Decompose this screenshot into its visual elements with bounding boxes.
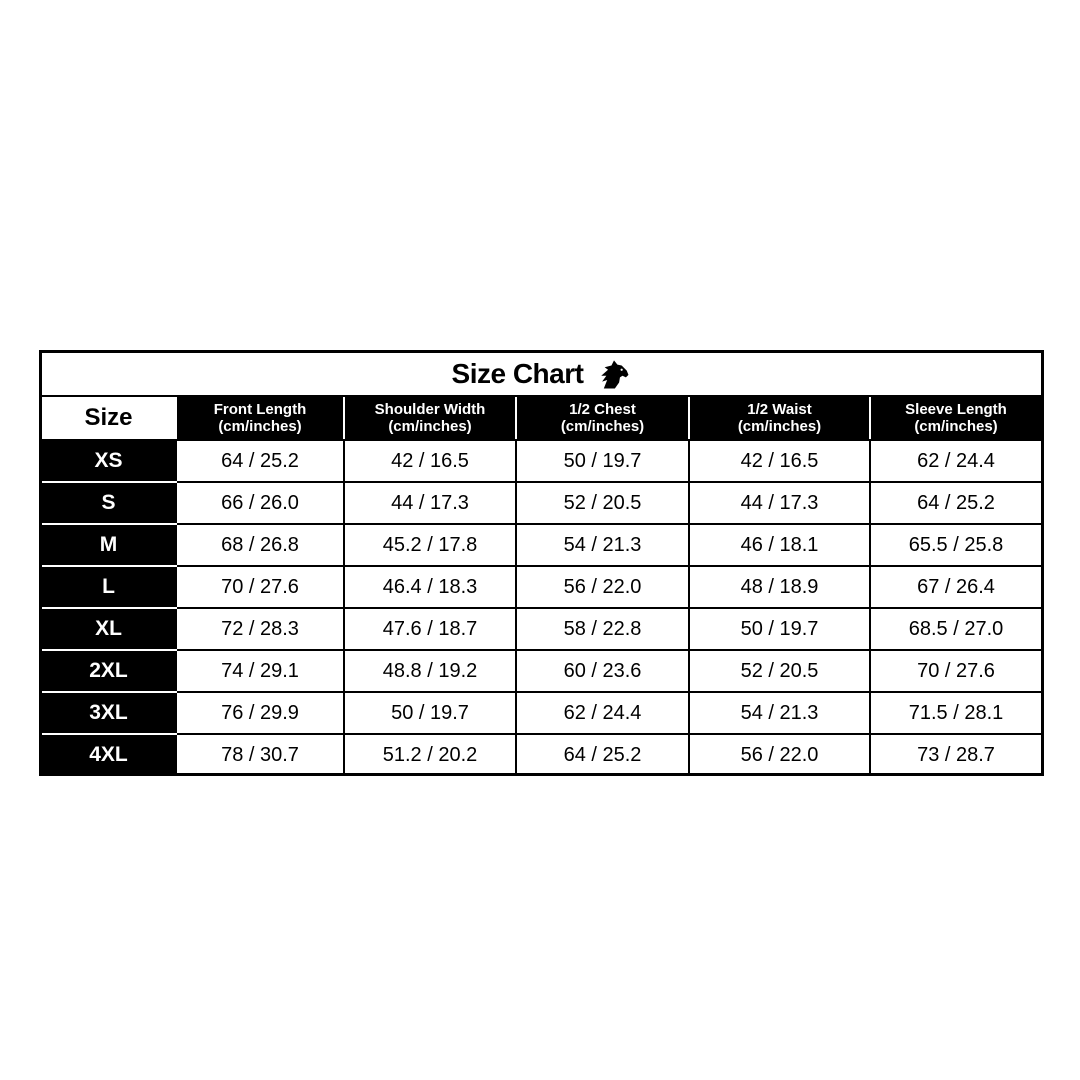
horse-head-icon (597, 357, 631, 391)
column-header-shoulder-width (344, 397, 516, 440)
table-cell: 54 / 21.3 (689, 692, 870, 734)
table-cell: 72 / 28.3 (176, 608, 344, 650)
table-cell: 58 / 22.8 (516, 608, 689, 650)
table-cell: 64 / 25.2 (176, 440, 344, 482)
column-label: Front Length (213, 401, 307, 418)
column-header-half-waist (689, 397, 870, 440)
table-cell: 50 / 19.7 (516, 440, 689, 482)
size-label: L (42, 566, 176, 608)
table-cell: 56 / 22.0 (516, 566, 689, 608)
column-header-half-chest (516, 397, 689, 440)
table-row (42, 440, 1041, 482)
table-row (42, 734, 1041, 775)
table-cell: 42 / 16.5 (344, 440, 516, 482)
column-header-sleeve-length (870, 397, 1041, 440)
column-label: 1/2 Waist (747, 401, 812, 418)
table-row (42, 692, 1041, 734)
table-cell: 67 / 26.4 (870, 566, 1041, 608)
table-cell: 76 / 29.9 (176, 692, 344, 734)
size-chart (39, 350, 1044, 776)
table-cell: 52 / 20.5 (516, 482, 689, 524)
table-cell: 44 / 17.3 (689, 482, 870, 524)
table-row (42, 524, 1041, 566)
table-cell: 44 / 17.3 (344, 482, 516, 524)
column-unit: (cm/inches) (737, 418, 822, 435)
column-label: 1/2 Chest (569, 401, 636, 418)
table-row (42, 566, 1041, 608)
column-unit: (cm/inches) (560, 418, 645, 435)
table-cell: 56 / 22.0 (689, 734, 870, 775)
table-cell: 50 / 19.7 (344, 692, 516, 734)
table-cell: 60 / 23.6 (516, 650, 689, 692)
table-cell: 62 / 24.4 (870, 440, 1041, 482)
table-cell: 45.2 / 17.8 (344, 524, 516, 566)
table-cell: 62 / 24.4 (516, 692, 689, 734)
table-cell: 73 / 28.7 (870, 734, 1041, 775)
header-row (42, 397, 1041, 440)
table-cell: 68.5 / 27.0 (870, 608, 1041, 650)
table-row (42, 482, 1041, 524)
column-unit: (cm/inches) (914, 418, 998, 435)
title-bar (42, 353, 1041, 397)
column-label: Shoulder Width (374, 401, 486, 418)
size-label: 2XL (42, 650, 176, 692)
column-header-front-length (176, 397, 344, 440)
table-cell: 46 / 18.1 (689, 524, 870, 566)
table-cell: 50 / 19.7 (689, 608, 870, 650)
size-label: XS (42, 440, 176, 482)
table-cell: 52 / 20.5 (689, 650, 870, 692)
table-cell: 46.4 / 18.3 (344, 566, 516, 608)
size-label: M (42, 524, 176, 566)
table-cell: 74 / 29.1 (176, 650, 344, 692)
size-label: XL (42, 608, 176, 650)
table-cell: 70 / 27.6 (176, 566, 344, 608)
table-cell: 48 / 18.9 (689, 566, 870, 608)
size-column-header: Size (42, 397, 176, 440)
column-unit: (cm/inches) (218, 418, 302, 435)
table-cell: 42 / 16.5 (689, 440, 870, 482)
table-cell: 47.6 / 18.7 (344, 608, 516, 650)
table-cell: 78 / 30.7 (176, 734, 344, 775)
table-cell: 70 / 27.6 (870, 650, 1041, 692)
table-cell: 71.5 / 28.1 (870, 692, 1041, 734)
table-row (42, 608, 1041, 650)
table-cell: 51.2 / 20.2 (344, 734, 516, 775)
table-cell: 66 / 26.0 (176, 482, 344, 524)
table-cell: 65.5 / 25.8 (870, 524, 1041, 566)
table-cell: 64 / 25.2 (870, 482, 1041, 524)
size-label: 4XL (42, 734, 176, 775)
table-cell: 54 / 21.3 (516, 524, 689, 566)
column-label: Sleeve Length (905, 401, 1007, 418)
size-table (42, 397, 1041, 775)
size-label: S (42, 482, 176, 524)
column-unit: (cm/inches) (388, 418, 472, 435)
table-cell: 68 / 26.8 (176, 524, 344, 566)
size-label: 3XL (42, 692, 176, 734)
table-row (42, 650, 1041, 692)
table-cell: 48.8 / 19.2 (344, 650, 516, 692)
table-cell: 64 / 25.2 (516, 734, 689, 775)
chart-title: Size Chart (451, 358, 584, 389)
